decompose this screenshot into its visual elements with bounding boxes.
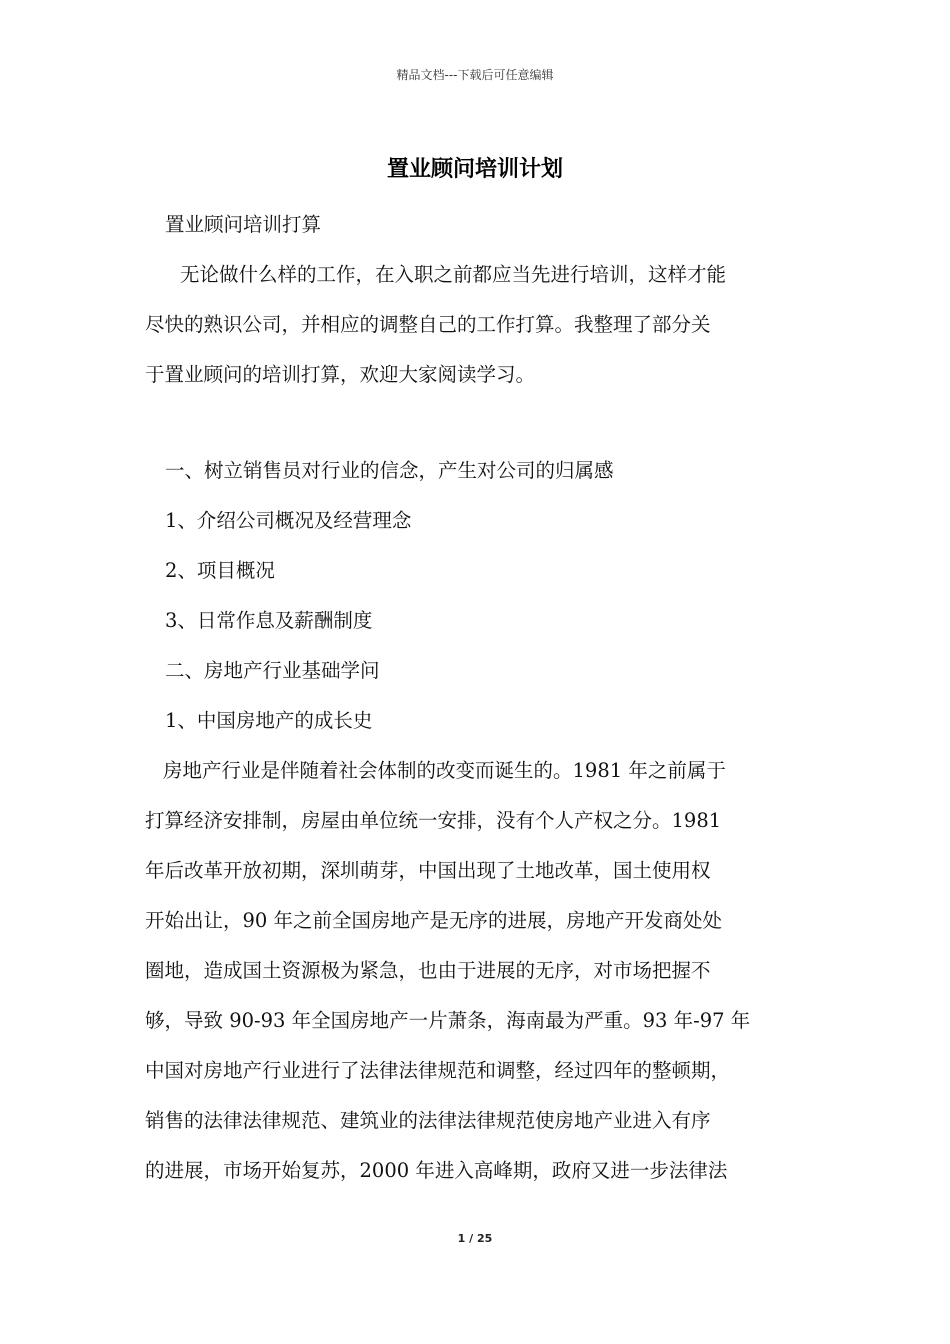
paragraph-line: 够，导致 90-93 年全国房地产一片萧条，海南最为严重。93 年-97 年	[145, 1009, 751, 1032]
paragraph-line: 房地产行业是伴随着社会体制的改变而诞生的。1981 年之前属于	[163, 759, 726, 782]
history-paragraph	[145, 746, 820, 1196]
paragraph-line: 中国对房地产行业进行了法律法律规范和调整，经过四年的整顿期，	[145, 1059, 731, 1082]
paragraph-line: 的进展，市场开始复苏，2000 年进入高峰期，政府又进一步法律法	[145, 1159, 728, 1182]
paragraph-line: 打算经济安排制，房屋由单位统一安排，没有个人产权之分。1981	[145, 809, 722, 832]
page-header: 精品文档---下载后可任意编辑	[396, 68, 554, 82]
intro-paragraph	[145, 250, 820, 400]
paragraph-line: 年后改革开放初期，深圳萌芽，中国出现了土地改革，国土使用权	[145, 859, 711, 882]
paragraph-spacer	[145, 400, 820, 446]
document-title: 置业顾问培训计划	[386, 157, 563, 182]
list-item: 1、介绍公司概况及经营理念	[165, 509, 412, 532]
paragraph-line: 开始出让，90 年之前全国房地产是无序的进展，房地产开发商处处	[145, 909, 723, 932]
list-item: 1、中国房地产的成长史	[165, 709, 373, 732]
page-number: 1 / 25	[457, 1232, 493, 1245]
outline-list	[145, 446, 820, 746]
paragraph-line: 尽快的熟识公司，并相应的调整自己的工作打算。我整理了部分关	[145, 313, 711, 336]
list-item: 3、日常作息及薪酬制度	[165, 609, 373, 632]
paragraph-line: 于置业顾问的培训打算，欢迎大家阅读学习。	[145, 363, 536, 386]
paragraph-line: 无论做什么样的工作，在入职之前都应当先进行培训，这样才能	[180, 263, 727, 286]
section-heading: 二、房地产行业基础学问	[165, 659, 380, 682]
list-item: 2、项目概况	[165, 559, 275, 582]
document-subtitle: 置业顾问培训打算	[165, 213, 322, 236]
section-heading: 一、树立销售员对行业的信念，产生对公司的归属感	[165, 459, 614, 482]
paragraph-line: 圈地，造成国土资源极为紧急，也由于进展的无序，对市场把握不	[145, 959, 711, 982]
paragraph-line: 销售的法律法律规范、建筑业的法律法律规范使房地产业进入有序	[145, 1109, 711, 1132]
document-body	[145, 200, 820, 1196]
